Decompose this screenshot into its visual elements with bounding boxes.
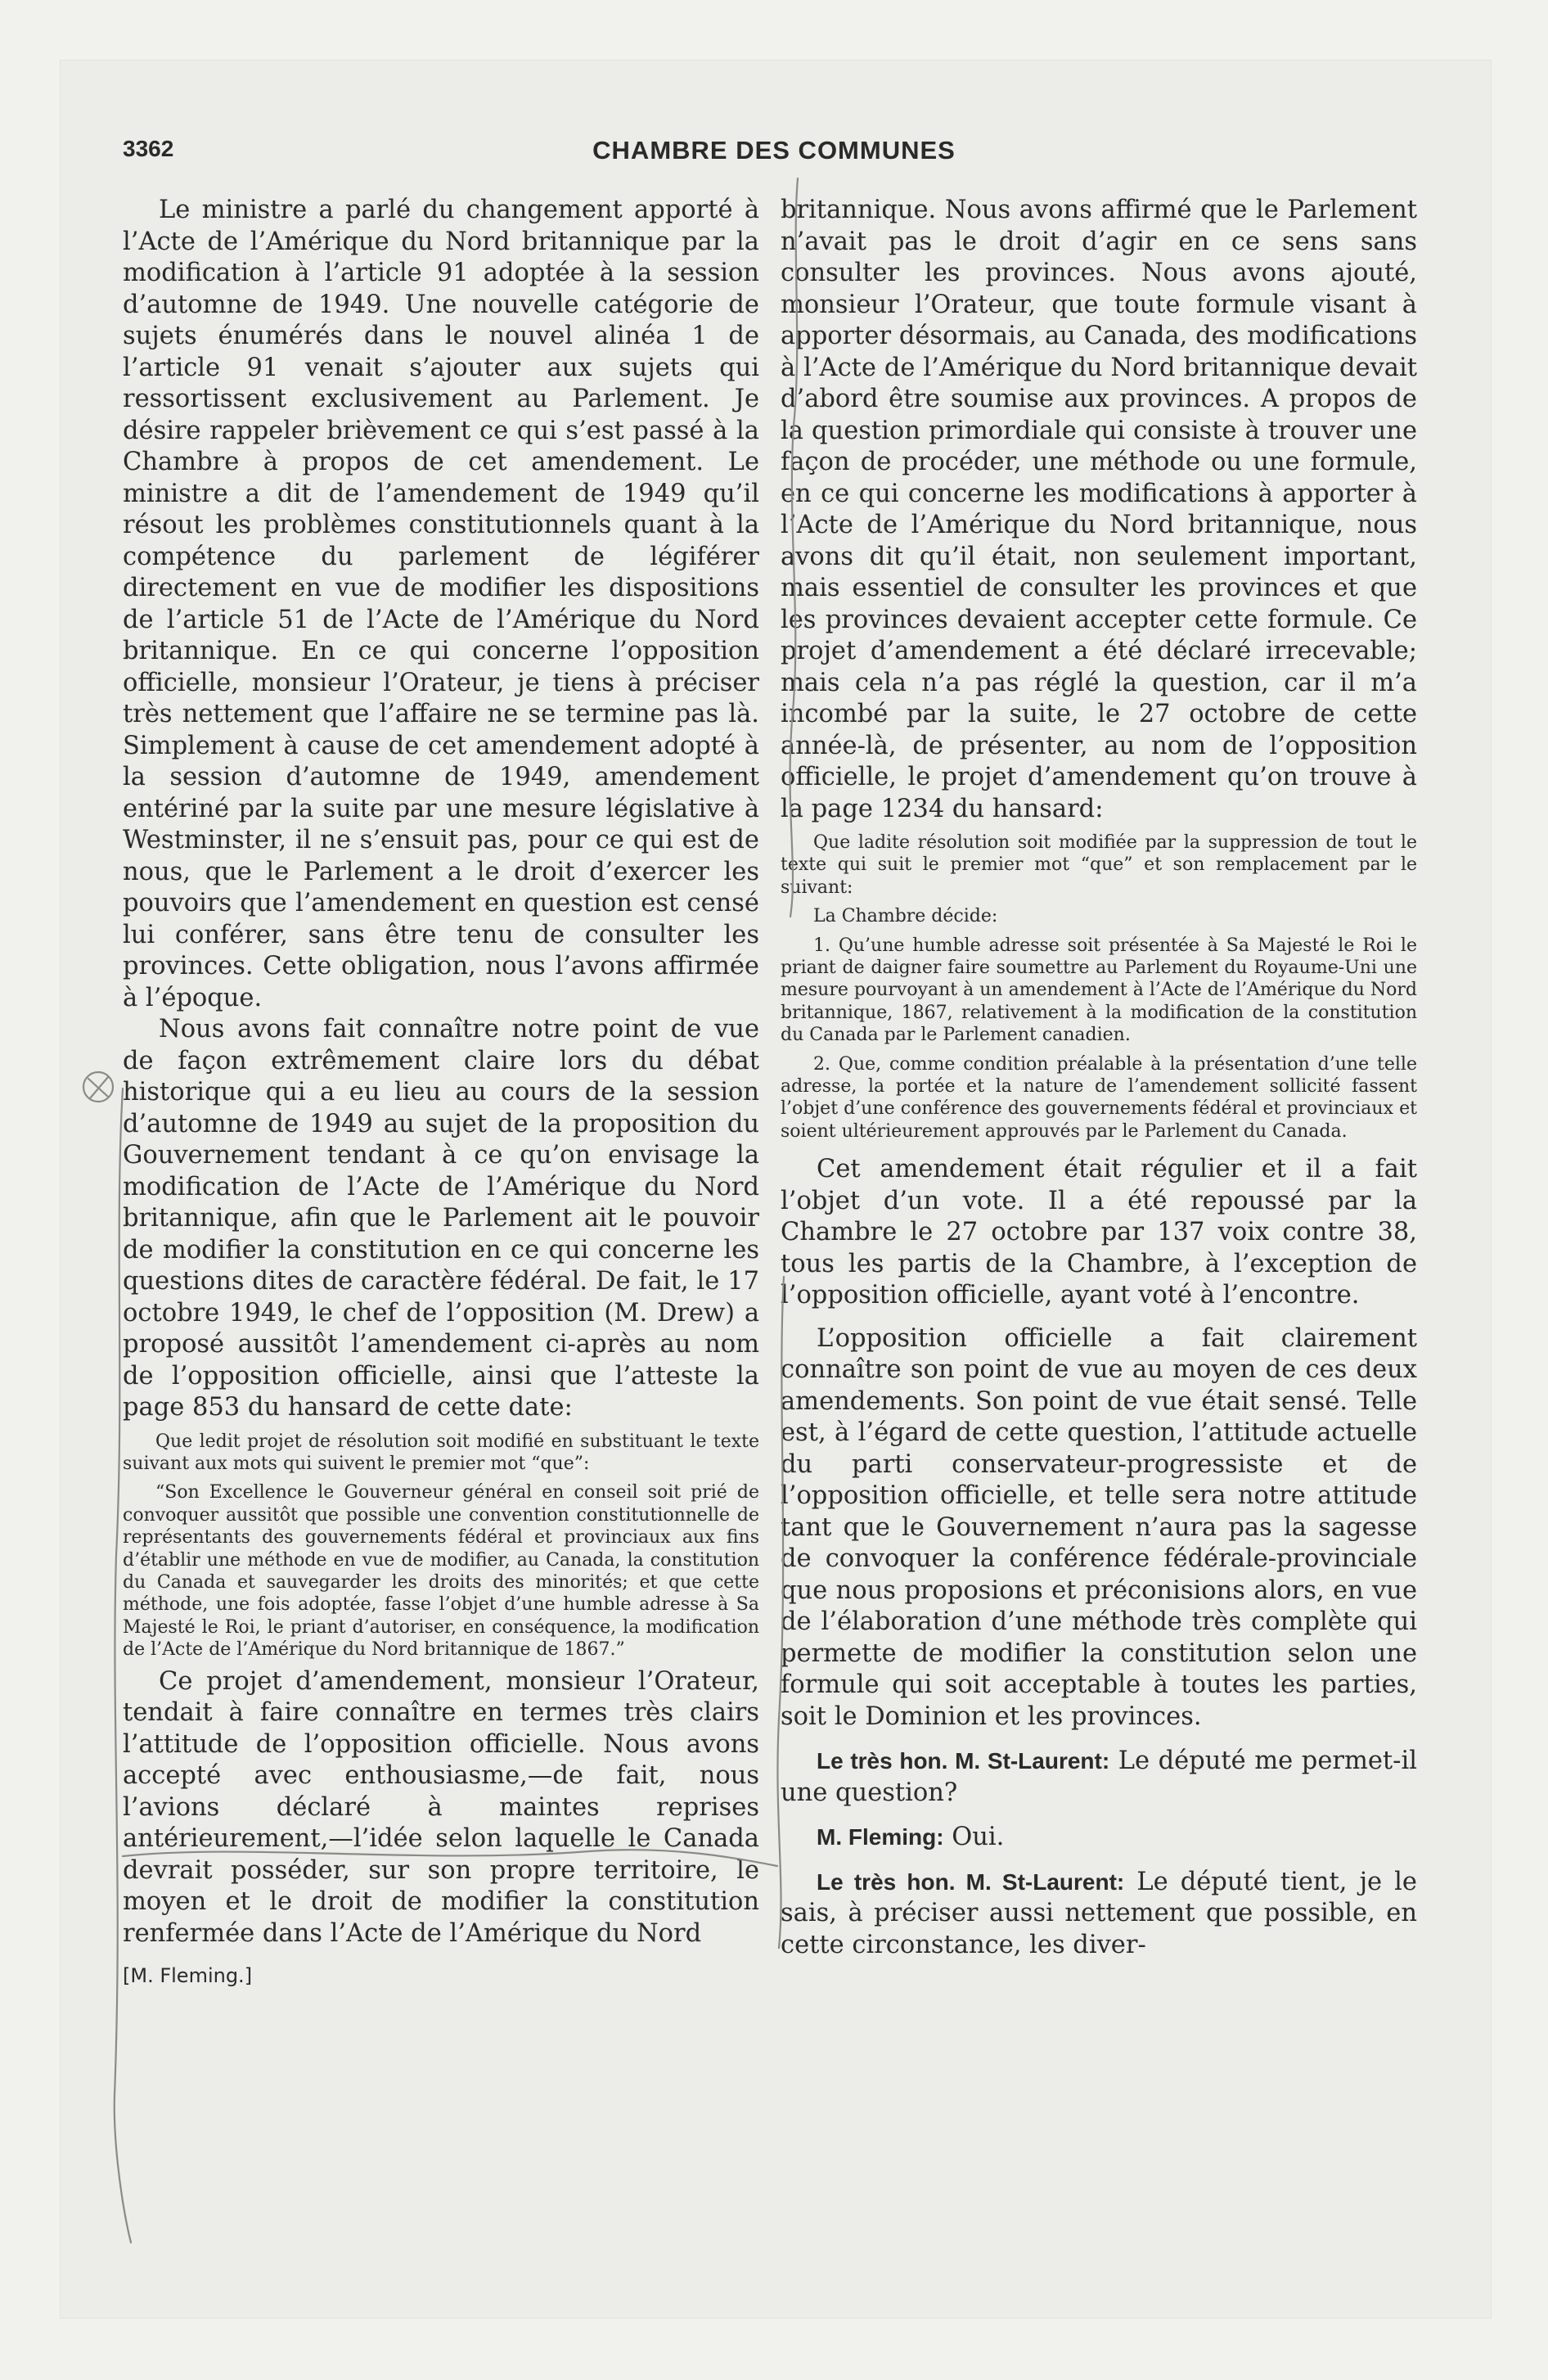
right-column	[781, 195, 1417, 1961]
page-header	[123, 136, 1425, 177]
exchange-line	[781, 1746, 1417, 1809]
speech-text: Le député me permet-il une question?	[781, 1747, 1417, 1807]
quoted-amendment: Que ledit projet de résolution soit modifié en substituant le texte suivant aux mots qui suivent le premier mot “que”:	[123, 1431, 759, 1474]
speech-text: Oui.	[952, 1823, 1005, 1852]
quoted-amendment: 1. Qu’une humble adresse soit présentée à Sa Majesté le Roi le priant de daigner faire soumettre au Parlement du Royaume-Uni une mesure pourvoyant à un amendement à l’Acte de l’Amérique du Nord britannique, 1867, relativement à la modification de la constitution du Canada par le Parlement canadien.	[781, 935, 1417, 1046]
speaker-name: Le très hon. M. St-Laurent:	[817, 1868, 1125, 1895]
quoted-amendment: “Son Excellence le Gouverneur général en conseil soit prié de convoquer aussitôt que possible une convention constitutionnelle de représentants des gouvernements fédéral et provinciaux aux fins d’établir une méthode en vue de modifier, au Canada, la constitution du Canada et sauvegarder les droits des minorités; et que cette méthode, une fois adoptée, fasse l’objet d’une humble adresse à Sa Majesté le Roi, le priant d’autoriser, en conséquence, la modification de l’Acte de l’Amérique du Nord britannique de 1867.”	[123, 1482, 759, 1661]
paragraph: L’opposition officielle a fait clairement connaître son point de vue au moyen de ces deux amendements. Son point de vue était sensé. Telle est, à l’égard de cette question, l’attitude actuelle du parti conservateur-progressiste et de l’opposition officielle, et telle sera notre attitude tant que le Gouvernement n’aura pas la sagesse de convoquer la conférence fédérale-provinciale que nous proposions et préconisions alors, en vue de l’élaboration d’une méthode très complète qui permette de modifier la constitution selon une formule qui soit acceptable à toutes les parties, soit le Dominion et les provinces.	[781, 1323, 1417, 1731]
running-head: CHAMBRE DES COMMUNES	[592, 136, 956, 165]
speech-text: Le député tient, je le sais, à préciser aussi nettement que possible, en cette circonstance, les diver-	[781, 1867, 1417, 1959]
exchange-line	[781, 1867, 1417, 1962]
paragraph: Ce projet d’amendement, monsieur l’Orateur, tendait à faire connaître en termes très clairs l’attitude de l’opposition officielle. Nous avons accepté avec enthousiasme,—de fait, nous l’avions déclaré à maintes reprises antérieurement,—l’idée selon laquelle le Canada devrait posséder, sur son propre territoire, le moyen et le droit de modifier la constitution renfermée dans l’Acte de l’Amérique du Nord	[123, 1666, 759, 1948]
quoted-amendment: Que ladite résolution soit modifiée par la suppression de tout le texte qui suit le premier mot “que” et son remplacement par le suivant:	[781, 832, 1417, 898]
speaker-attribution: [M. Fleming.]	[123, 1964, 253, 1988]
page-number: 3362	[123, 136, 174, 161]
paragraph: Le ministre a parlé du changement apporté à l’Acte de l’Amérique du Nord britannique par la modification à l’article 91 adoptée à la session d’automne de 1949. Une nouvelle catégorie de sujets énumérés dans le nouvel alinéa 1 de l’article 91 venait s’ajouter aux sujets qui ressortissent exclusivement au Parlement. Je désire rappeler brièvement ce qui s’est passé à la Chambre à propos de cet amendement. Le ministre a dit de l’amendement de 1949 qu’il résout les problèmes constitutionnels quant à la compétence du parlement de légiférer directement en vue de modifier les dispositions de l’article 51 de l’Acte de l’Amérique du Nord britannique. En ce qui concerne l’opposition officielle, monsieur l’Orateur, je tiens à préciser très nettement que l’affaire ne se termine pas là. Simplement à cause de cet amendement adopté à la session d’automne de 1949, amendement entériné par la suite par une mesure législative à Westminster, il ne s’ensuit pas, pour ce qui est de nous, que le Parlement a le droit d’exercer les pouvoirs que l’amendement en question est censé lui conférer, sans être tenu de consulter les provinces. Cette obligation, nous l’avons affirmée à l’époque.	[123, 196, 759, 1012]
paragraph: Cet amendement était régulier et il a fait l’objet d’un vote. Il a été repoussé par la Chambre le 27 octobre par 137 voix contre 38, tous les partis de la Chambre, à l’exception de l’opposition officielle, ayant voté à l’encontre.	[781, 1155, 1417, 1310]
quoted-amendment: 2. Que, comme condition préalable à la présentation d’une telle adresse, la portée et la nature de l’amendement sollicité fassent l’objet d’une conférence des gouvernements fédéral et provinciaux et soient ultérieurement approuvés par le Parlement du Canada.	[781, 1053, 1417, 1142]
speaker-name: M. Fleming:	[817, 1824, 944, 1850]
exchange-line	[781, 1822, 1417, 1854]
paragraph: Nous avons fait connaître notre point de vue de façon extrêmement claire lors du débat historique qui a eu lieu au cours de la session d’automne de 1949 au sujet de la proposition du Gouvernement tendant à ce qu’on envisage la modification de l’Acte de l’Amérique du Nord britannique, afin que le Parlement ait le pouvoir de modifier la constitution en ce qui concerne les questions dites de caractère fédéral. De fait, le 17 octobre 1949, le chef de l’opposition (M. Drew) a proposé aussitôt l’amendement ci-après au nom de l’opposition officielle, ainsi que l’atteste la page 853 du hansard de cette date:	[123, 1015, 759, 1422]
quoted-amendment: La Chambre décide:	[813, 906, 998, 927]
left-column	[123, 195, 759, 1987]
speaker-name: Le très hon. M. St-Laurent:	[817, 1748, 1110, 1774]
paragraph: britannique. Nous avons affirmé que le Parlement n’avait pas le droit d’agir en ce sens sans consulter les provinces. Nous avons ajouté, monsieur l’Orateur, que toute formule visant à apporter désormais, au Canada, des modifications à l’Acte de l’Amérique du Nord britannique devait d’abord être soumise aux provinces. A propos de la question primordiale qui consiste à trouver une façon de procéder, une méthode ou une formule, en ce qui concerne les modifications à apporter à l’Acte de l’Amérique du Nord britannique, nous avons dit qu’il était, non seulement important, mais essentiel de consulter les provinces et que les provinces devaient accepter cette formule. Ce projet d’amendement a été déclaré irrecevable; mais cela n’a pas réglé la question, car il m’a incombé par la suite, le 27 octobre de cette année-là, de présenter, au nom de l’opposition officielle, le projet d’amendement qu’on trouve à la page 1234 du hansard:	[781, 196, 1417, 823]
